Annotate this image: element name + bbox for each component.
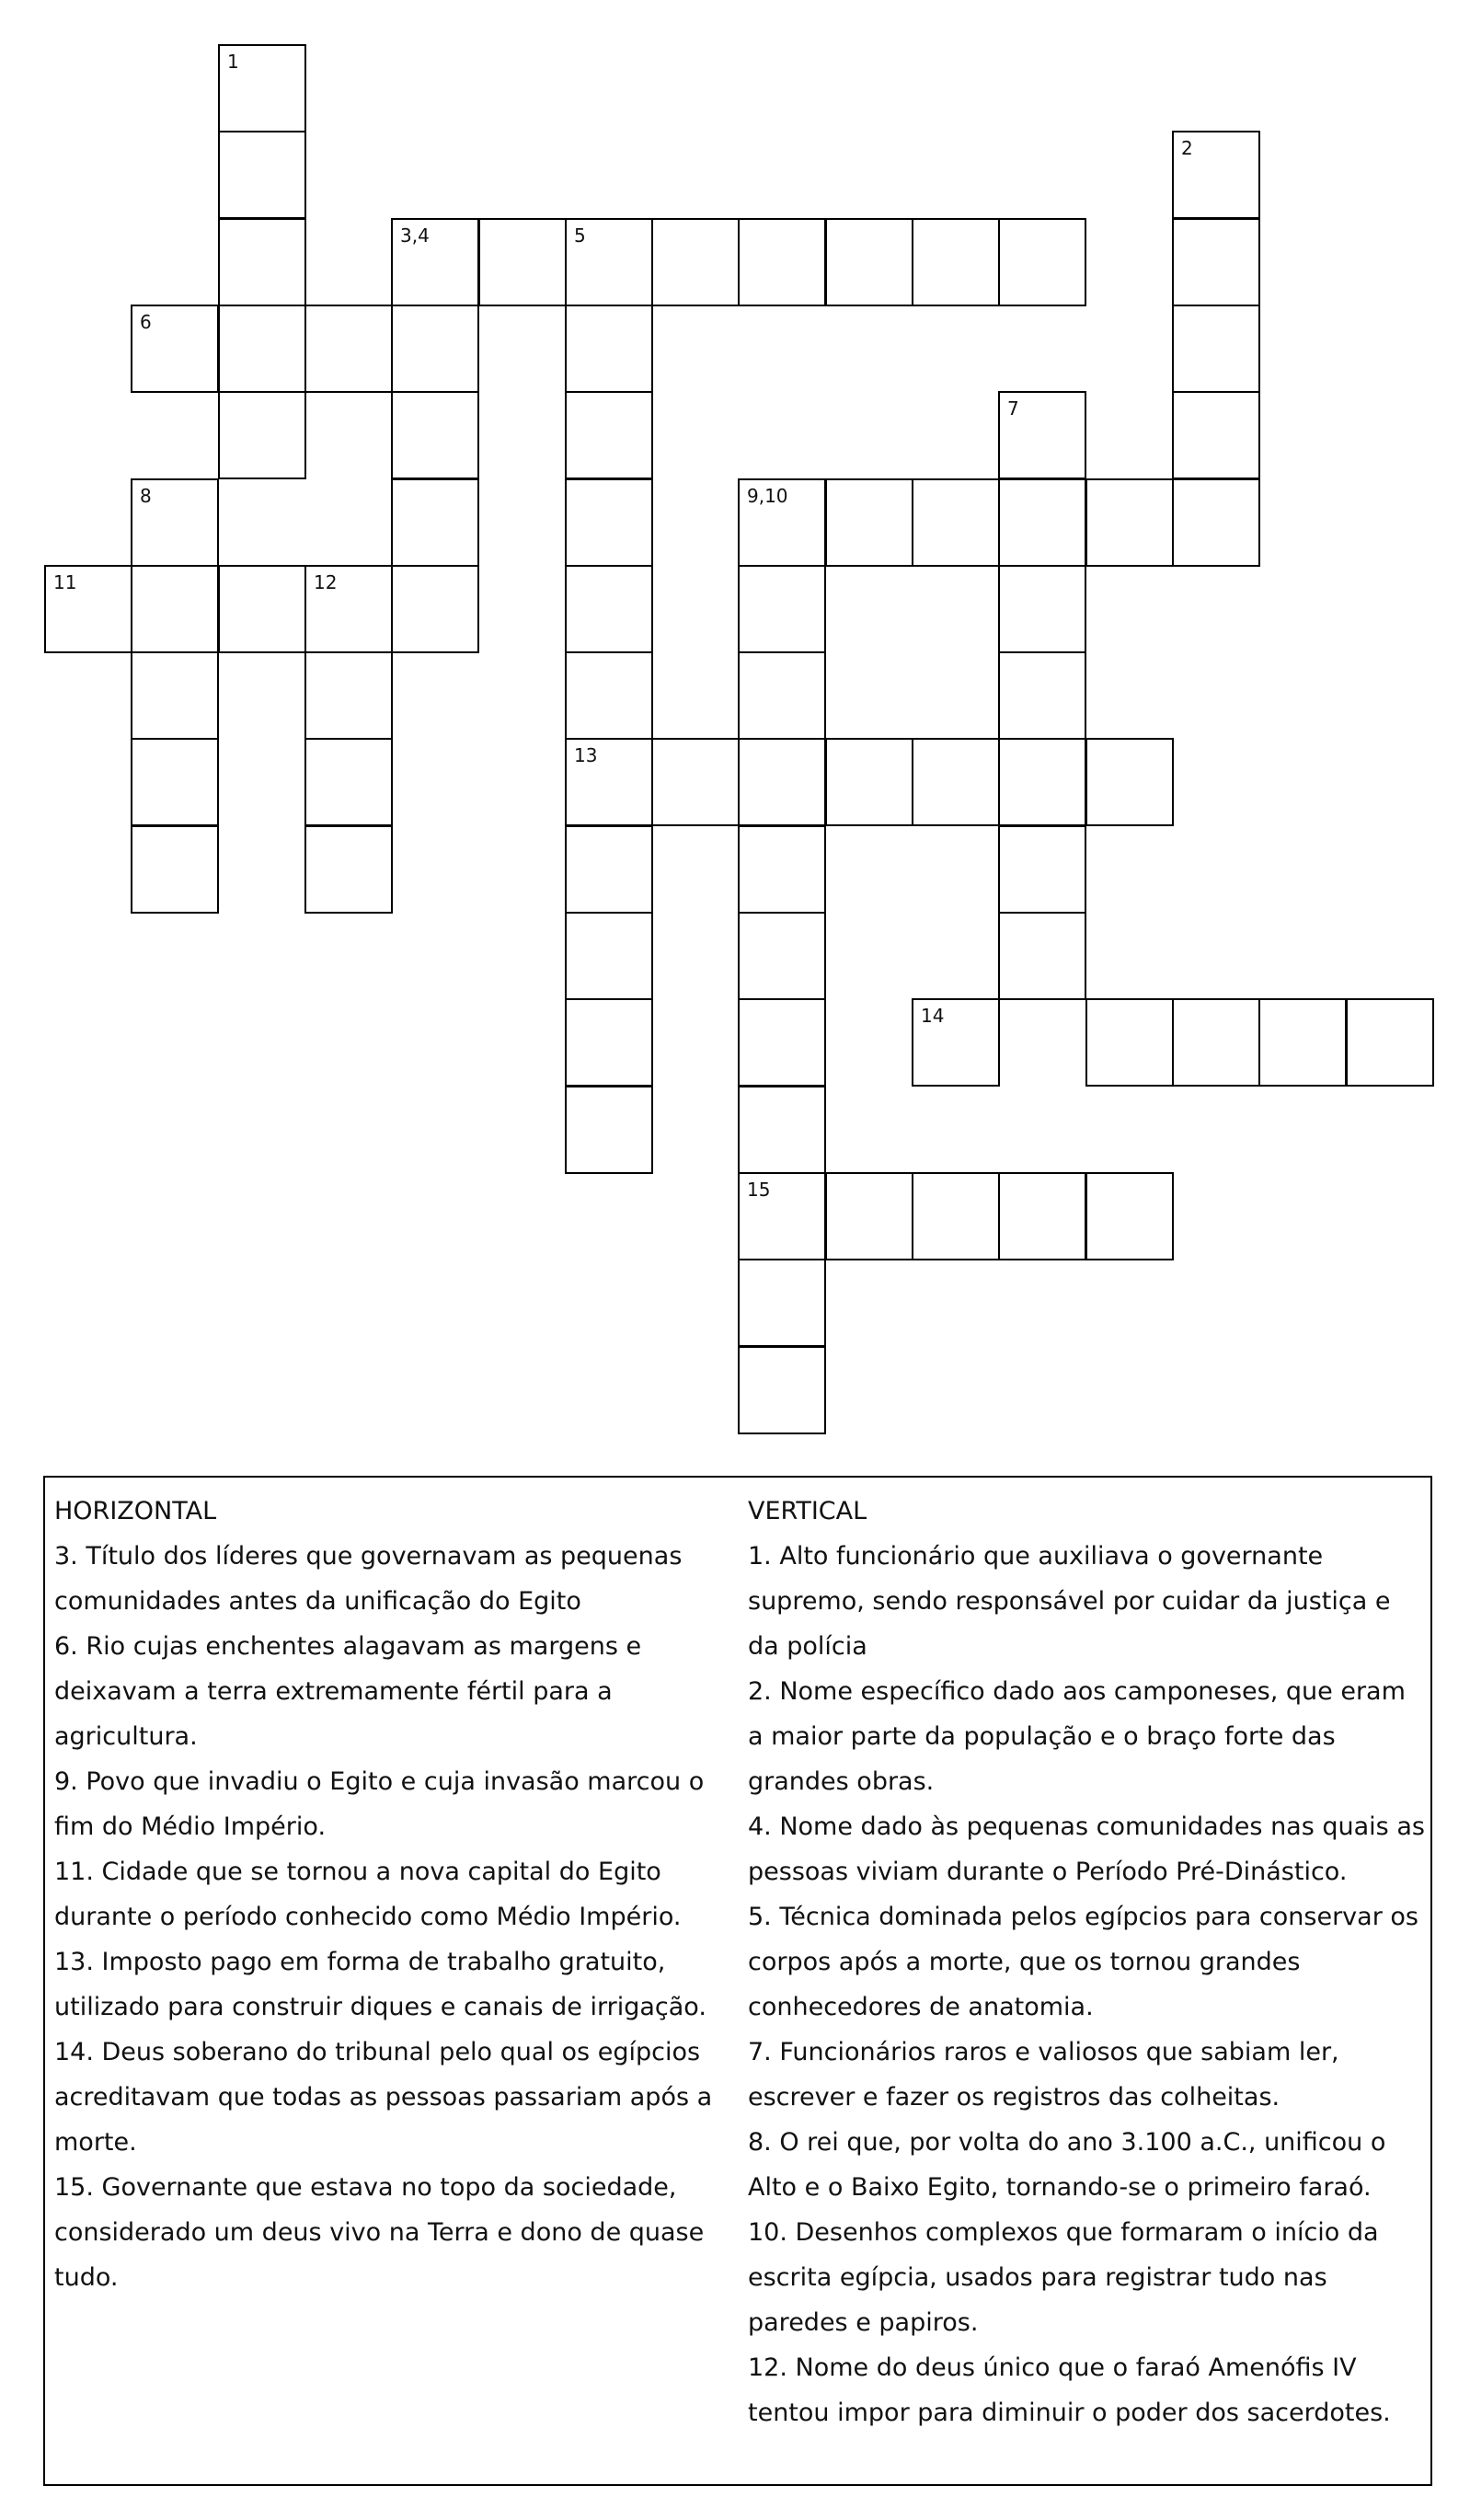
clue-h3: 3. Título dos líderes que governavam as pequenas comunidades antes da unificação do Egito xyxy=(54,1542,683,1616)
crossword-cell[interactable] xyxy=(565,998,653,1087)
crossword-cell[interactable] xyxy=(825,478,913,567)
crossword-cell[interactable] xyxy=(478,218,567,306)
crossword-cell[interactable] xyxy=(912,218,1000,306)
crossword-cell[interactable] xyxy=(1346,998,1434,1087)
clue-v5: 5. Técnica dominada pelos egípcios para conservar os corpos após a morte, que os tornou grandes conhecedores de anatomia. xyxy=(748,1903,1418,2021)
crossword-cell[interactable] xyxy=(998,1172,1086,1260)
crossword-cell[interactable] xyxy=(131,651,219,740)
crossword-cell[interactable] xyxy=(998,825,1086,914)
crossword-cell[interactable] xyxy=(738,1172,826,1260)
clue-h9: 9. Povo que invadiu o Egito e cuja invasão marcou o fim do Médio Império. xyxy=(54,1767,705,1841)
crossword-cell[interactable] xyxy=(738,1086,826,1174)
clue-number: 1 xyxy=(227,51,239,73)
crossword-cell[interactable] xyxy=(391,565,479,653)
crossword-cell[interactable] xyxy=(304,565,393,653)
crossword-cell[interactable] xyxy=(998,478,1086,567)
clue-h6: 6. Rio cujas enchentes alagavam as margens e deixavam a terra extremamente fértil para a agricultura. xyxy=(54,1632,642,1751)
crossword-cell[interactable] xyxy=(391,391,479,479)
clue-h13: 13. Imposto pago em forma de trabalho gratuito, utilizado para construir diques e canais de irrigação. xyxy=(54,1948,706,2021)
horizontal-title: HORIZONTAL xyxy=(54,1497,217,1525)
crossword-cell[interactable] xyxy=(131,738,219,826)
crossword-cell[interactable] xyxy=(131,565,219,653)
crossword-cell[interactable] xyxy=(304,651,393,740)
crossword-cell[interactable] xyxy=(738,565,826,653)
clue-v7: 7. Funcionários raros e valiosos que sabiam ler, escrever e fazer os registros das colheitas. xyxy=(748,2038,1339,2112)
crossword-cell[interactable] xyxy=(391,478,479,567)
crossword-cell[interactable] xyxy=(565,738,653,826)
clue-v12: 12. Nome do deus único que o faraó Amenófis IV tentou impor para diminuir o poder dos sacerdotes. xyxy=(748,2353,1391,2427)
clue-number: 11 xyxy=(53,571,77,593)
crossword-cell[interactable] xyxy=(304,825,393,914)
crossword-cell[interactable] xyxy=(998,391,1086,479)
crossword-cell[interactable] xyxy=(998,565,1086,653)
crossword-cell[interactable] xyxy=(565,391,653,479)
crossword-cell[interactable] xyxy=(1172,391,1260,479)
crossword-cell[interactable] xyxy=(1172,131,1260,219)
crossword-cell[interactable] xyxy=(218,565,306,653)
crossword-cell[interactable] xyxy=(738,738,826,826)
clue-number: 7 xyxy=(1007,397,1019,420)
crossword-cell[interactable] xyxy=(1172,305,1260,393)
crossword-cell[interactable] xyxy=(218,44,306,132)
crossword-cell[interactable] xyxy=(825,1172,913,1260)
crossword-cell[interactable] xyxy=(1172,998,1260,1087)
crossword-cell[interactable] xyxy=(1172,478,1260,567)
crossword-cell[interactable] xyxy=(998,738,1086,826)
clue-v1: 1. Alto funcionário que auxiliava o governante supremo, sendo responsável por cuidar da justiça e da polícia xyxy=(748,1542,1391,1661)
crossword-cell[interactable] xyxy=(131,825,219,914)
crossword-cell[interactable] xyxy=(998,651,1086,740)
clue-number: 2 xyxy=(1181,137,1193,159)
crossword-cell[interactable] xyxy=(912,998,1000,1087)
crossword-cell[interactable] xyxy=(738,651,826,740)
clue-number: 14 xyxy=(921,1005,945,1027)
crossword-cell[interactable] xyxy=(565,825,653,914)
crossword-cell[interactable] xyxy=(391,305,479,393)
crossword-cell[interactable] xyxy=(825,738,913,826)
crossword-cell[interactable] xyxy=(738,998,826,1087)
crossword-cell[interactable] xyxy=(738,1259,826,1347)
crossword-cell[interactable] xyxy=(131,478,219,567)
crossword-cell[interactable] xyxy=(912,738,1000,826)
crossword-cell[interactable] xyxy=(738,218,826,306)
clue-h14: 14. Deus soberano do tribunal pelo qual os egípcios acreditavam que todas as pessoas passariam após a morte. xyxy=(54,2038,713,2157)
crossword-cell[interactable] xyxy=(998,912,1086,1000)
crossword-cell[interactable] xyxy=(825,218,913,306)
crossword-cell[interactable] xyxy=(1085,478,1174,567)
crossword-cell[interactable] xyxy=(565,478,653,567)
crossword-cell[interactable] xyxy=(565,912,653,1000)
clue-number: 8 xyxy=(140,485,152,507)
crossword-cell[interactable] xyxy=(651,738,740,826)
crossword-cell[interactable] xyxy=(391,218,479,306)
crossword-cell[interactable] xyxy=(131,305,219,393)
crossword-cell[interactable] xyxy=(565,651,653,740)
clue-number: 6 xyxy=(140,311,152,333)
crossword-cell[interactable] xyxy=(218,391,306,479)
crossword-cell[interactable] xyxy=(738,1346,826,1434)
clue-number: 12 xyxy=(314,571,338,593)
vertical-clues xyxy=(748,1489,1429,2435)
crossword-cell[interactable] xyxy=(44,565,132,653)
crossword-cell[interactable] xyxy=(738,825,826,914)
clue-v4: 4. Nome dado às pequenas comunidades nas quais as pessoas viviam durante o Período Pré-Dinástico. xyxy=(748,1812,1425,1886)
crossword-cell[interactable] xyxy=(998,218,1086,306)
horizontal-clues xyxy=(54,1489,735,2300)
crossword-cell[interactable] xyxy=(738,912,826,1000)
crossword-cell[interactable] xyxy=(565,218,653,306)
clue-number: 13 xyxy=(574,744,598,766)
crossword-cell[interactable] xyxy=(1258,998,1347,1087)
crossword-cell[interactable] xyxy=(565,305,653,393)
crossword-cell[interactable] xyxy=(218,218,306,306)
crossword-cell[interactable] xyxy=(912,1172,1000,1260)
crossword-cell[interactable] xyxy=(1085,1172,1174,1260)
crossword-cell[interactable] xyxy=(218,131,306,219)
clue-number: 15 xyxy=(747,1179,771,1201)
crossword-cell[interactable] xyxy=(565,1086,653,1174)
crossword-cell[interactable] xyxy=(1085,738,1174,826)
crossword-cell[interactable] xyxy=(1172,218,1260,306)
crossword-cell[interactable] xyxy=(304,738,393,826)
clues-box xyxy=(43,1476,1432,2486)
clue-v8: 8. O rei que, por volta do ano 3.100 a.C., unificou o Alto e o Baixo Egito, tornando-se o primeiro faraó. xyxy=(748,2128,1386,2202)
crossword-cell[interactable] xyxy=(218,305,306,393)
crossword-cell[interactable] xyxy=(1085,998,1174,1087)
crossword-cell[interactable] xyxy=(565,565,653,653)
clue-h15: 15. Governante que estava no topo da sociedade, considerado um deus vivo na Terra e dono de quase tudo. xyxy=(54,2173,705,2292)
clue-h11: 11. Cidade que se tornou a nova capital do Egito durante o período conhecido como Médio Império. xyxy=(54,1858,682,1931)
clue-v10: 10. Desenhos complexos que formaram o início da escrita egípcia, usados para registrar tudo nas paredes e papiros. xyxy=(748,2218,1379,2337)
clue-number: 9,10 xyxy=(747,485,788,507)
clue-v2: 2. Nome específico dado aos camponeses, que eram a maior parte da população e o braço forte das grandes obras. xyxy=(748,1677,1406,1796)
clue-number: 3,4 xyxy=(400,224,430,247)
crossword-cell[interactable] xyxy=(738,478,826,567)
crossword-cell[interactable] xyxy=(912,478,1000,567)
crossword-cell[interactable] xyxy=(304,305,393,393)
clue-number: 5 xyxy=(574,224,586,247)
vertical-title: VERTICAL xyxy=(748,1497,867,1525)
crossword-cell[interactable] xyxy=(651,218,740,306)
